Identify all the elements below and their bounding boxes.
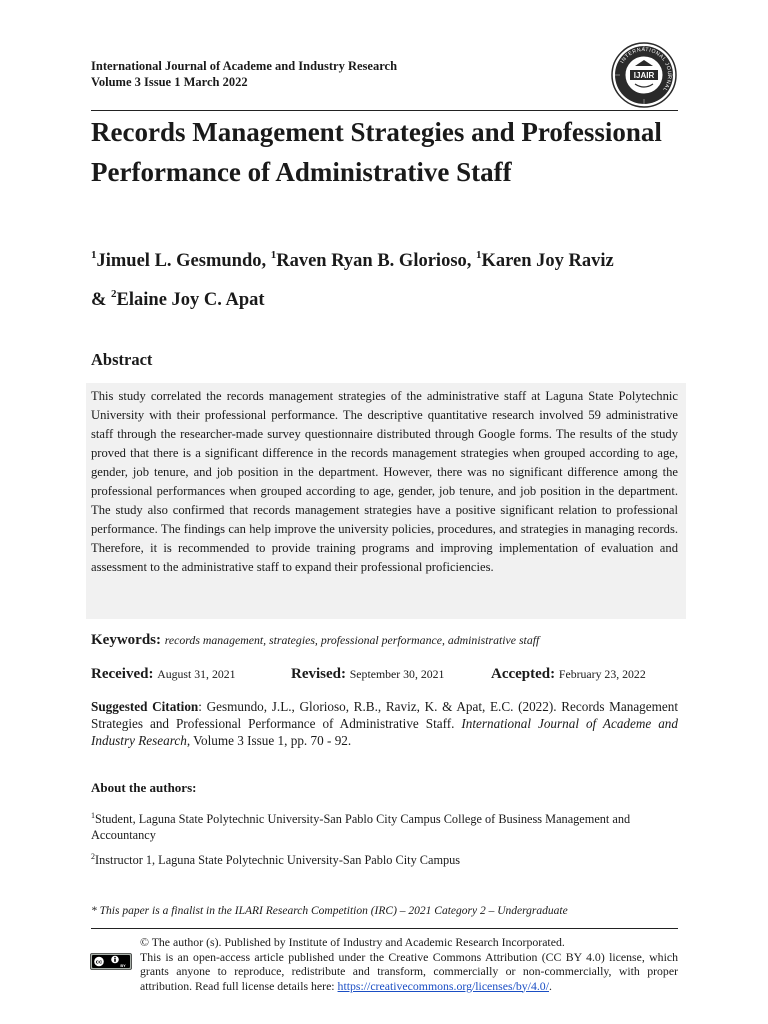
abstract-heading: Abstract xyxy=(91,350,153,369)
accepted-label: Accepted: xyxy=(491,666,556,682)
affiliation-text: Instructor 1, Laguna State Polytechnic University-San Pablo City Campus xyxy=(95,853,461,868)
citation-authors: : Gesmundo, J.L., Glorioso, R.B., Raviz, K. & Apat, E.C. (2022). Records Management Strategies and Professional Performance of Administrative Staff. xyxy=(91,699,678,731)
cc-by-license-icon xyxy=(90,953,132,970)
received-date xyxy=(91,666,236,683)
author-sup: 1 xyxy=(270,249,277,261)
logo-ring-text: INTERNATIONAL JOURNAL xyxy=(619,46,673,93)
license-statement xyxy=(140,935,678,993)
journal-name: International Journal of Academe and Industry Research xyxy=(91,59,398,73)
keywords-label: Keywords: xyxy=(91,632,161,648)
about-authors-heading: About the authors: xyxy=(91,780,197,795)
author-name: Karen Joy Raviz xyxy=(481,251,614,272)
revised-date xyxy=(291,666,444,683)
accepted-date xyxy=(491,666,646,683)
suggested-citation xyxy=(91,698,678,749)
license-body: This is an open-access article published under the Creative Commons Attribution (CC BY 4.0) license, which grants anyone to reproduce, redistribute and transform, commercially or non-commercially, with proper attribution. Read full license details here: xyxy=(140,949,678,993)
keywords xyxy=(91,632,539,649)
abstract-text: This study correlated the records management strategies of the administrative staff at Laguna State Polytechnic University with their professional performance. The descriptive quantitative research involved 59 administrative staff through the researcher-made survey questionnaire distributed through Google forms. The results of the study proved that there is a significant difference in the records management strategies when grouped according to age, gender, job tenure, and job position in the department. However, there was no significant difference among the professional performances when grouped according to age, gender, job tenure, and job position in the department. The study also confirmed that records management strategies have a positive significant relation to professional performance. The findings can help improve the university policies, procedures, and strategies in managing records. Therefore, it is recommended to provide training programs and improving implementation of evaluation and assessment to the administrative staff to expand their professional proficiencies. xyxy=(91,389,678,574)
keywords-value: records management, strategies, professional performance, administrative staff xyxy=(164,633,540,647)
author-sup: 1 xyxy=(91,249,97,261)
license-end: . xyxy=(548,978,552,993)
journal-issue: Volume 3 Issue 1 March 2022 xyxy=(91,75,248,89)
license-text xyxy=(140,950,678,994)
accepted-value: February 23, 2022 xyxy=(558,667,646,681)
affiliation-text: Student, Laguna State Polytechnic University-San Pablo City Campus College of Business Management and Accountancy xyxy=(91,812,631,843)
paper-title: Records Management Strategies and Professional Performance of Administrative Staff xyxy=(91,117,662,187)
footer-divider xyxy=(91,928,678,929)
author-name: Raven Ryan B. Glorioso xyxy=(276,251,467,272)
author-separator: , xyxy=(261,251,271,272)
citation-rest: , Volume 3 Issue 1, pp. 70 - 92. xyxy=(186,733,352,748)
journal-logo xyxy=(611,42,677,108)
received-value: August 31, 2021 xyxy=(157,667,236,681)
author-separator: & xyxy=(91,290,112,311)
affiliation-sup: 1 xyxy=(91,811,95,820)
affiliation xyxy=(91,808,678,843)
journal-header xyxy=(91,58,397,90)
cc-badge-text: cc xyxy=(95,959,103,966)
author-list xyxy=(91,239,681,317)
revised-value: September 30, 2021 xyxy=(349,667,445,681)
received-label: Received: xyxy=(91,666,154,682)
copyright-line: © The author (s). Published by Institute of Industry and Academic Research Incorporated. xyxy=(140,935,565,949)
author-sup: 1 xyxy=(476,249,482,261)
author-name: Jimuel L. Gesmundo xyxy=(96,251,262,272)
citation-label: Suggested Citation xyxy=(91,699,199,714)
author-separator: , xyxy=(466,251,477,272)
header-divider xyxy=(91,110,678,111)
article-dates xyxy=(91,666,681,686)
revised-label: Revised: xyxy=(291,666,346,682)
affiliation-sup: 2 xyxy=(91,852,95,861)
cc-badge-by: BY xyxy=(120,964,126,968)
affiliation xyxy=(91,849,678,868)
logo-text: IJAIR xyxy=(633,71,655,80)
license-link[interactable]: https://creativecommons.org/licenses/by/4.0/ xyxy=(337,978,549,993)
author-sup: 2 xyxy=(111,288,117,301)
citation-journal: International Journal of Academe and Industry Research xyxy=(91,716,678,748)
author-name: Elaine Joy C. Apat xyxy=(116,290,265,311)
finalist-note: * This paper is a finalist in the ILARI Research Competition (IRC) – 2021 Category 2 – Undergraduate xyxy=(91,905,568,917)
